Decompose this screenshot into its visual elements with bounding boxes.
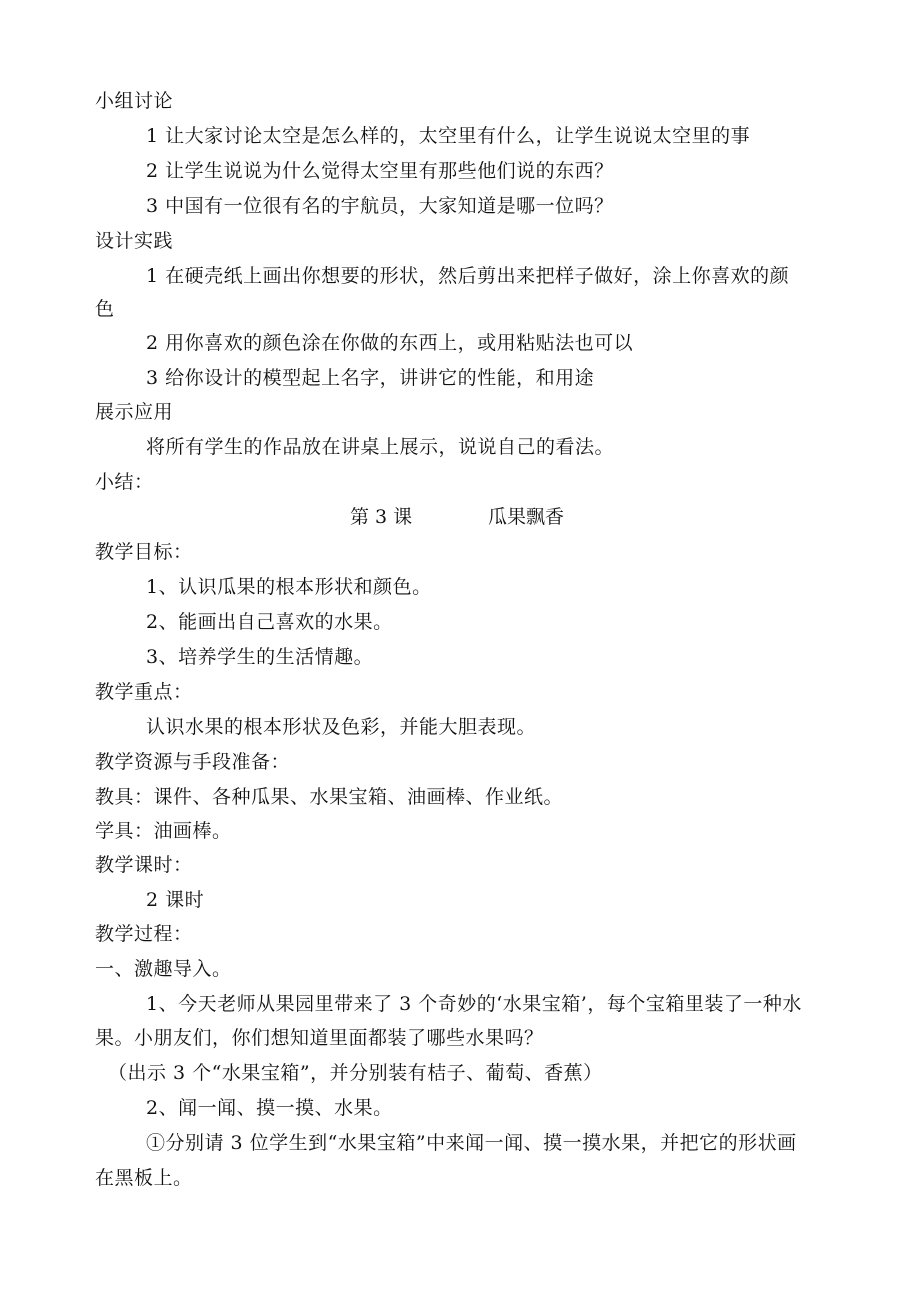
practice-item-1-line-1: 1 在硬壳纸上画出你想要的形状，然后剪出来把样子做好，涂上你喜欢的颜	[146, 265, 790, 287]
practice-item-2: 2 用你喜欢的颜色涂在你做的东西上，或用粘贴法也可以	[146, 332, 634, 354]
focus-text: 认识水果的根本形状及色彩，并能大胆表现。	[146, 716, 537, 738]
lesson-number: 第 3 课	[350, 506, 413, 528]
goals-heading: 教学目标：	[95, 541, 193, 563]
focus-heading: 教学重点：	[95, 681, 193, 703]
discussion-item-1: 1 让大家讨论太空是怎么样的，太空里有什么，让学生说说太空里的事	[146, 125, 751, 147]
step-1-heading: 一、激趣导入。	[95, 958, 232, 980]
section-heading-display: 展示应用	[95, 401, 174, 423]
discussion-item-2: 2 让学生说说为什么觉得太空里有那些他们说的东西？	[146, 160, 614, 182]
goal-2: 2、能画出自己喜欢的水果。	[146, 611, 393, 633]
practice-item-3: 3 给你设计的模型起上名字，讲讲它的性能，和用途	[146, 367, 595, 389]
practice-item-1-line-2: 色	[95, 298, 115, 320]
discussion-item-3: 3 中国有一位很有名的宇航员，大家知道是哪一位吗？	[146, 195, 614, 217]
process-heading: 教学过程：	[95, 923, 193, 945]
display-text: 将所有学生的作品放在讲桌上展示，说说自己的看法。	[146, 436, 615, 458]
hours-heading: 教学课时：	[95, 854, 193, 876]
section-heading-design-practice: 设计实践	[95, 230, 174, 252]
lesson-title: 瓜果飘香	[488, 506, 565, 528]
student-tools: 学具：油画棒。	[95, 820, 232, 842]
hours-text: 2 课时	[146, 889, 205, 911]
step-1-paragraph-2: 2、闻一闻、摸一摸、水果。	[146, 1097, 393, 1119]
step-1-paragraph-3-line-2: 在黑板上。	[95, 1167, 193, 1189]
teacher-tools: 教具：课件、各种瓜果、水果宝箱、油画棒、作业纸。	[95, 786, 564, 808]
summary-label: 小结：	[95, 471, 154, 493]
step-1-paragraph-3-line-1: ①分别请 3 位学生到“水果宝箱”中来闻一闻、摸一摸水果，并把它的形状画	[146, 1132, 797, 1154]
step-1-paragraph-1-line-2: 果。小朋友们，你们想知道里面都装了哪些水果吗？	[95, 1027, 544, 1049]
goal-3: 3、培养学生的生活情趣。	[146, 646, 374, 668]
step-1-paragraph-1-line-1: 1、今天老师从果园里带来了 3 个奇妙的‘水果宝箱’，每个宝箱里装了一种水	[146, 993, 802, 1015]
section-heading-group-discussion: 小组讨论	[95, 90, 174, 112]
goal-1: 1、认识瓜果的根本形状和颜色。	[146, 576, 432, 598]
resources-heading: 教学资源与手段准备：	[95, 751, 291, 773]
step-1-note: （出示 3 个“水果宝箱”，并分别装有桔子、葡萄、香蕉）	[108, 1062, 603, 1084]
